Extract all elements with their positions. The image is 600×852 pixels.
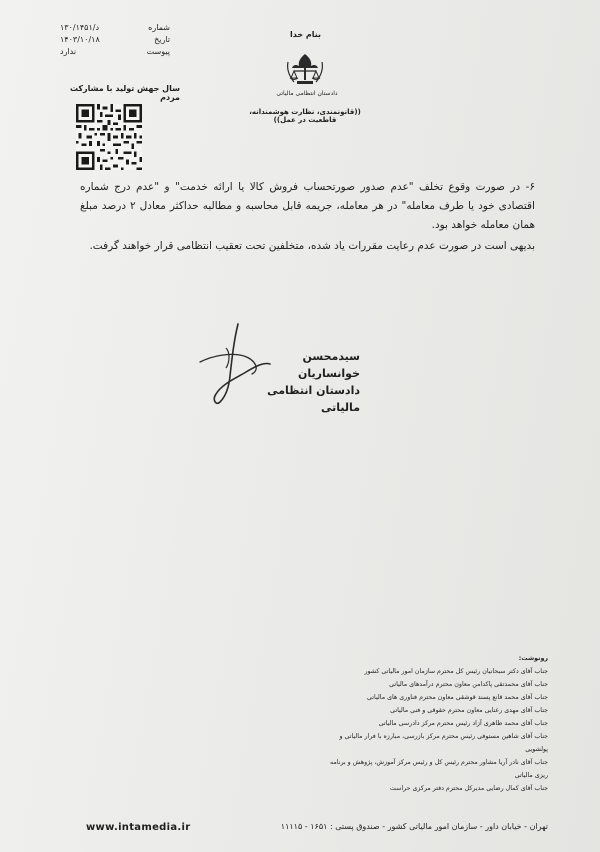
cc-item: جناب آقای مهدی رعنایی معاون محترم حقوقی و فنی مالیاتی — [390, 707, 548, 714]
cc-item: جناب آقای محمد طاهری آزاد رئیس محترم مرکز دادرسی مالیاتی — [378, 720, 548, 727]
letter-meta — [60, 22, 170, 58]
meta-value: ندارد — [60, 47, 77, 56]
meta-row-date — [60, 34, 170, 46]
meta-label: تاریخ — [154, 35, 170, 44]
organization-caption: دادستان انتظامی مالیاتی — [276, 90, 338, 97]
footer-website: www.intamedia.ir — [86, 822, 191, 833]
meta-value: د/۱۳۰/۱۴۵۱ — [60, 23, 100, 32]
meta-label: شماره — [148, 23, 170, 32]
qr-code — [76, 104, 142, 170]
meta-row-number — [60, 22, 170, 34]
signatory-name: سیدمحسن خوانساریان — [297, 350, 360, 380]
cc-item: جناب آقای نادر آریا مشاور محترم رئیس کل و رئیس مرکز آموزش، پژوهش و برنامه ریزی مالیاتی — [330, 759, 548, 779]
year-slogan: سال جهش تولید با مشارکت مردم — [69, 84, 180, 102]
cc-item: جناب آقای کمال رضایی مدیرکل محترم دفتر مرکزی حراست — [389, 785, 548, 792]
signatory — [240, 348, 360, 416]
cc-list — [318, 652, 548, 795]
meta-value: ۱۴۰۳/۱۰/۱۸ — [60, 35, 100, 44]
paragraph-item-6: ۶- در صورت وقوع تخلف "عدم صدور صورتحساب فروش کالا یا ارائه خدمت" و "عدم درج شماره اقتصادی خود یا طرف معامله" در هر معامله، جریمه قابل محاسبه و مطالبه حداکثر معادل ۲ درصد مبلغ همان معامله خواهد بود. — [80, 181, 535, 231]
cc-title: رونوشت: — [518, 655, 548, 662]
closing-paragraph: بدیهی است در صورت عدم رعایت مقررات یاد شده، متخلفین تحت تعقیب انتظامی قرار خواهند گرفت. — [89, 240, 535, 252]
motto: ((قانونمندی، نظارت هوشمندانه، قاطعیت در عمل)) — [249, 108, 361, 124]
meta-row-attachment — [60, 46, 170, 58]
judiciary-emblem-icon — [282, 52, 328, 88]
basmala: بنام خدا — [290, 30, 322, 39]
signatory-title: دادستان انتظامی مالیاتی — [267, 384, 360, 414]
cc-item: جناب آقای محمدتقی پاکدامن معاون محترم درآمدهای مالیاتی — [389, 681, 548, 688]
cc-item: جناب آقای محمد قانع پسند قوشقی معاون محترم فناوری های مالیاتی — [367, 694, 548, 701]
cc-item: جناب آقای شاهین مستوفی رئیس محترم مرکز بازرسی، مبارزه با فرار مالیاتی و پولشویی — [339, 733, 548, 753]
meta-label: پیوست — [146, 47, 170, 56]
footer-address: تهران - خیابان داور - سازمان امور مالیاتی کشور - صندوق پستی : ۱۶۵۱ - ۱۱۱۱۵ — [280, 822, 548, 831]
cc-item: جناب آقای دکتر سبحانیان رئیس کل محترم سازمان امور مالیاتی کشور — [364, 668, 548, 675]
letter-body — [80, 178, 535, 256]
